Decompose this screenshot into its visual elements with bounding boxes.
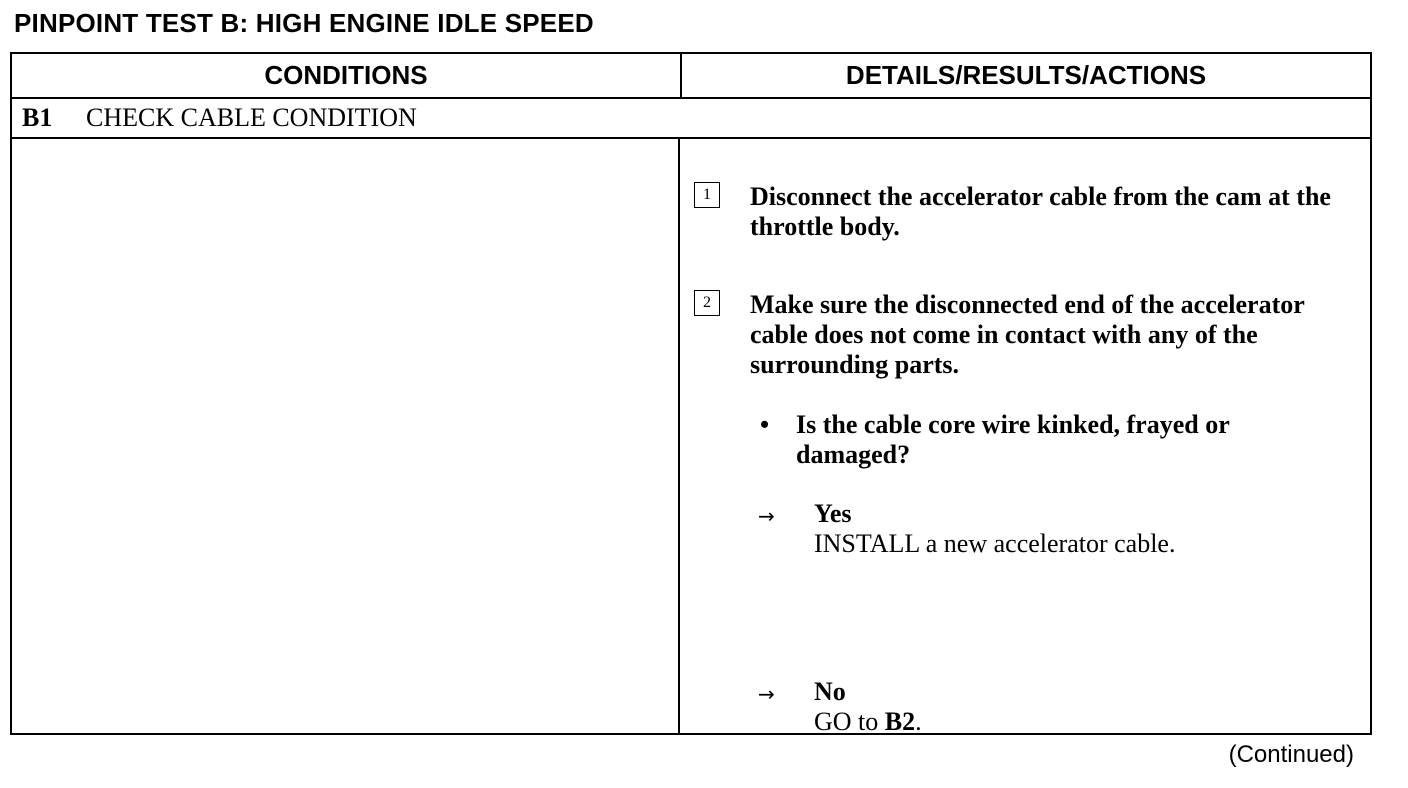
result-no-label: No xyxy=(814,677,846,706)
conditions-header: CONDITIONS xyxy=(264,60,428,90)
result-yes xyxy=(814,499,1294,559)
page-title: PINPOINT TEST B: HIGH ENGINE IDLE SPEED xyxy=(14,8,594,38)
result-no-action-prefix: GO to xyxy=(814,707,885,736)
step-number-box-2: 2 xyxy=(694,290,720,316)
result-yes-action: INSTALL a new accelerator cable. xyxy=(814,529,1176,558)
step-row xyxy=(12,99,1370,139)
continued-note: (Continued) xyxy=(1228,741,1354,768)
action-text-2: Make sure the disconnected end of the accelerator cable does not come in contact with any of the surrounding parts. xyxy=(750,290,1305,379)
result-no-action-suffix: . xyxy=(915,707,922,736)
result-yes-label: Yes xyxy=(814,499,852,528)
pinpoint-test-table xyxy=(10,52,1372,735)
question-bullet: • xyxy=(760,410,770,439)
yes-arrow-icon: → xyxy=(758,504,775,528)
table-header-row xyxy=(12,54,1370,99)
result-no-action-target: B2 xyxy=(884,707,916,736)
result-no xyxy=(814,677,1294,737)
question-text: Is the cable core wire kinked, frayed or damaged? xyxy=(796,410,1230,469)
action-text-1: Disconnect the accelerator cable from the cam at the throttle body. xyxy=(750,182,1331,241)
step-name: CHECK CABLE CONDITION xyxy=(86,103,417,132)
step-id: B1 xyxy=(22,103,53,132)
details-header: DETAILS/RESULTS/ACTIONS xyxy=(845,60,1207,90)
result-no-action xyxy=(814,707,1294,737)
no-arrow-icon: → xyxy=(758,682,775,706)
details-results-actions-cell xyxy=(680,139,1370,736)
step-number-box-1: 1 xyxy=(694,182,720,208)
